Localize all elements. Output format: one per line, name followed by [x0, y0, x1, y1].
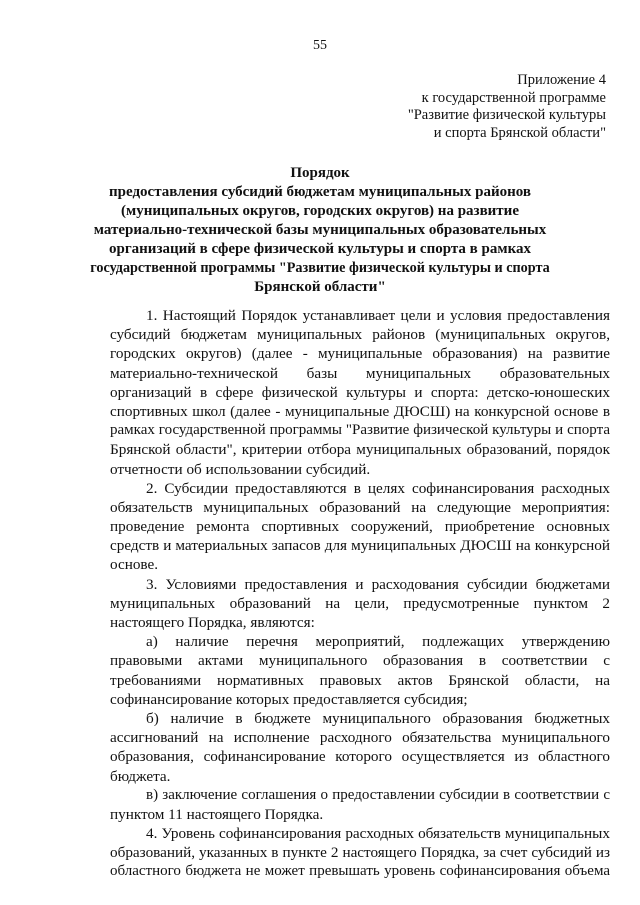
body-line: 4. Уровень софинансирования расходных обязательств муниципальных [146, 825, 610, 843]
title-line: (муниципальных округов, городских округов) на развитие [121, 203, 519, 219]
body-line: рамках государственной программы "Развитие физической культуры и спорта [110, 422, 610, 439]
appendix-line: к государственной программе [421, 89, 606, 106]
body-line: 3. Условиями предоставления и расходования субсидии бюджетами [146, 575, 610, 593]
body-line: проведение ремонта спортивных сооружений, приобретение основных [110, 518, 610, 536]
body-line: областного бюджета не может превышать уровень софинансирования объема [110, 863, 610, 880]
body-line: требованиями нормативных правовых актов Брянской области, на [110, 671, 610, 689]
document-body [110, 306, 610, 882]
body-line: спортивных школ (далее - муниципальные ДЮСШ) на конкурсной основе в [110, 402, 610, 420]
body-line: пунктом 11 настоящего Порядка. [110, 805, 324, 823]
appendix-line: "Развитие физической культуры [407, 107, 606, 123]
body-line: а) наличие перечня мероприятий, подлежащих утверждению [146, 633, 610, 651]
body-line: муниципальных образований на цели, предусмотренные пунктом 2 [110, 594, 610, 612]
body-line: ассигнований на исполнение расходного обязательства муниципального [110, 729, 610, 747]
body-line: б) наличие в бюджете муниципального образования бюджетных [146, 709, 610, 727]
appendix-line: и спорта Брянской области" [433, 124, 606, 141]
body-line: организаций в сфере физической культуры и спорта: детско-юношеских [110, 383, 610, 401]
body-line: настоящего Порядка, являются: [110, 614, 315, 631]
title-heading: Порядок [290, 165, 350, 181]
body-line: отчетности об использовании субсидий. [110, 460, 371, 478]
appendix-header [346, 72, 606, 142]
appendix-line: Приложение 4 [517, 72, 606, 88]
body-line: средств и материальных запасов для муниципальных ДЮСШ на конкурсной [110, 537, 610, 555]
body-line: правовыми актами муниципального образования в соответствии с [110, 652, 610, 670]
body-line: материально-технической базы муниципальных образовательных [110, 364, 610, 382]
body-line: бюджета. [110, 767, 171, 785]
body-line: образований, указанных в пункте 2 настоящего Порядка, за счет субсидий из [110, 844, 610, 862]
body-line: субсидий бюджетам муниципальных районов (муниципальных округов, [110, 326, 610, 344]
title-line: Брянской области" [254, 279, 386, 295]
body-line: городских округов) (далее - муниципальные образования) на развитие [110, 345, 610, 363]
title-line: предоставления субсидий бюджетам муниципальных районов [109, 184, 531, 200]
body-line: обязательств муниципальных образований на следующие мероприятия: [110, 498, 610, 516]
title-line: организаций в сфере физической культуры и спорта в рамках [109, 241, 531, 257]
title-line: материально-технической базы муниципальных образовательных [93, 222, 547, 238]
document-title [90, 164, 550, 297]
body-line: основе. [110, 556, 159, 574]
body-line: образования, софинансирование которого осуществляется из областного [110, 748, 610, 766]
body-line: 2. Субсидии предоставляются в целях софинансирования расходных [146, 479, 610, 497]
body-line: Брянской области", критерии отбора муниципальных образований, порядок [110, 441, 610, 459]
body-line: софинансирование которых предоставляется субсидия; [110, 690, 468, 708]
body-line: в) заключение соглашения о предоставлении субсидии в соответствии с [146, 786, 610, 803]
body-line: 1. Настоящий Порядок устанавливает цели и условия предоставления [146, 307, 610, 324]
page-number: 55 [313, 38, 327, 53]
title-line: государственной программы "Развитие физической культуры и спорта [90, 260, 550, 276]
